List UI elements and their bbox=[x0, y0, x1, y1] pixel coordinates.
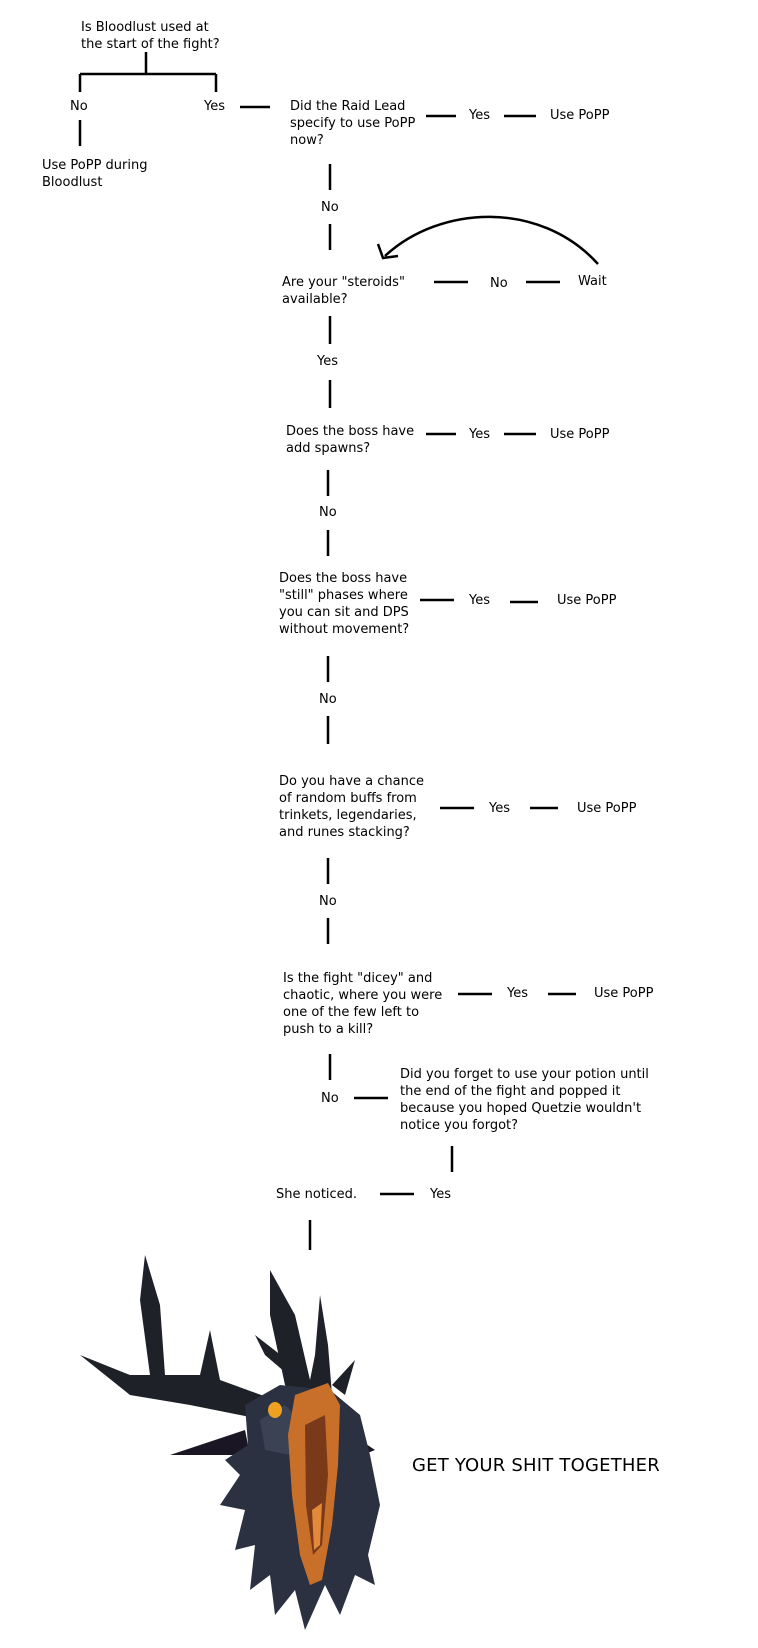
answer-no-bloodlust: No bbox=[70, 99, 88, 114]
question-still-phases: Does the boss have "still" phases where you can sit and DPS without movement? bbox=[279, 571, 410, 637]
question-steroids: Are your "steroids" available? bbox=[282, 275, 405, 307]
answer-yes-bloodlust: Yes bbox=[204, 99, 225, 114]
outcome-use-popp-buffs: Use PoPP bbox=[577, 801, 637, 816]
answer-no-still: No bbox=[319, 692, 337, 707]
answer-no-raid-lead: No bbox=[321, 200, 339, 215]
answer-yes-adds: Yes bbox=[469, 427, 490, 442]
outcome-wait: Wait bbox=[578, 274, 607, 289]
answer-yes-steroids: Yes bbox=[317, 354, 338, 369]
answer-yes-still: Yes bbox=[469, 593, 490, 608]
question-forgot-potion: Did you forget to use your potion until the end of the fight and popped it because you hoped Quetzie wouldn't notice you forgot? bbox=[400, 1067, 649, 1133]
question-dicey-fight: Is the fight "dicey" and chaotic, where you were one of the few left to push to a kill? bbox=[283, 971, 443, 1037]
answer-yes-dicey: Yes bbox=[507, 986, 528, 1001]
answer-yes-raid-lead: Yes bbox=[469, 108, 490, 123]
answer-yes-forgot: Yes bbox=[430, 1187, 451, 1202]
outcome-use-popp-dicey: Use PoPP bbox=[594, 986, 654, 1001]
question-bloodlust: Is Bloodlust used at the start of the fight? bbox=[81, 20, 220, 52]
question-add-spawns: Does the boss have add spawns? bbox=[286, 424, 415, 456]
screaming-owlbear-head-icon bbox=[70, 1255, 410, 1635]
outcome-use-during-bloodlust: Use PoPP during Bloodlust bbox=[42, 158, 148, 190]
outcome-she-noticed: She noticed. bbox=[276, 1187, 358, 1202]
answer-no-steroids: No bbox=[490, 276, 508, 291]
answer-no-dicey: No bbox=[321, 1091, 339, 1106]
question-raid-lead: Did the Raid Lead specify to use PoPP now? bbox=[290, 99, 416, 148]
outcome-use-popp-adds: Use PoPP bbox=[550, 427, 610, 442]
question-random-buffs: Do you have a chance of random buffs from trinkets, legendaries, and runes stacking? bbox=[279, 774, 424, 840]
outcome-use-popp-still: Use PoPP bbox=[557, 593, 617, 608]
answer-yes-buffs: Yes bbox=[489, 801, 510, 816]
final-message: GET YOUR SHIT TOGETHER bbox=[412, 1455, 660, 1476]
answer-no-adds: No bbox=[319, 505, 337, 520]
answer-no-buffs: No bbox=[319, 894, 337, 909]
outcome-use-popp-raid-lead: Use PoPP bbox=[550, 108, 610, 123]
